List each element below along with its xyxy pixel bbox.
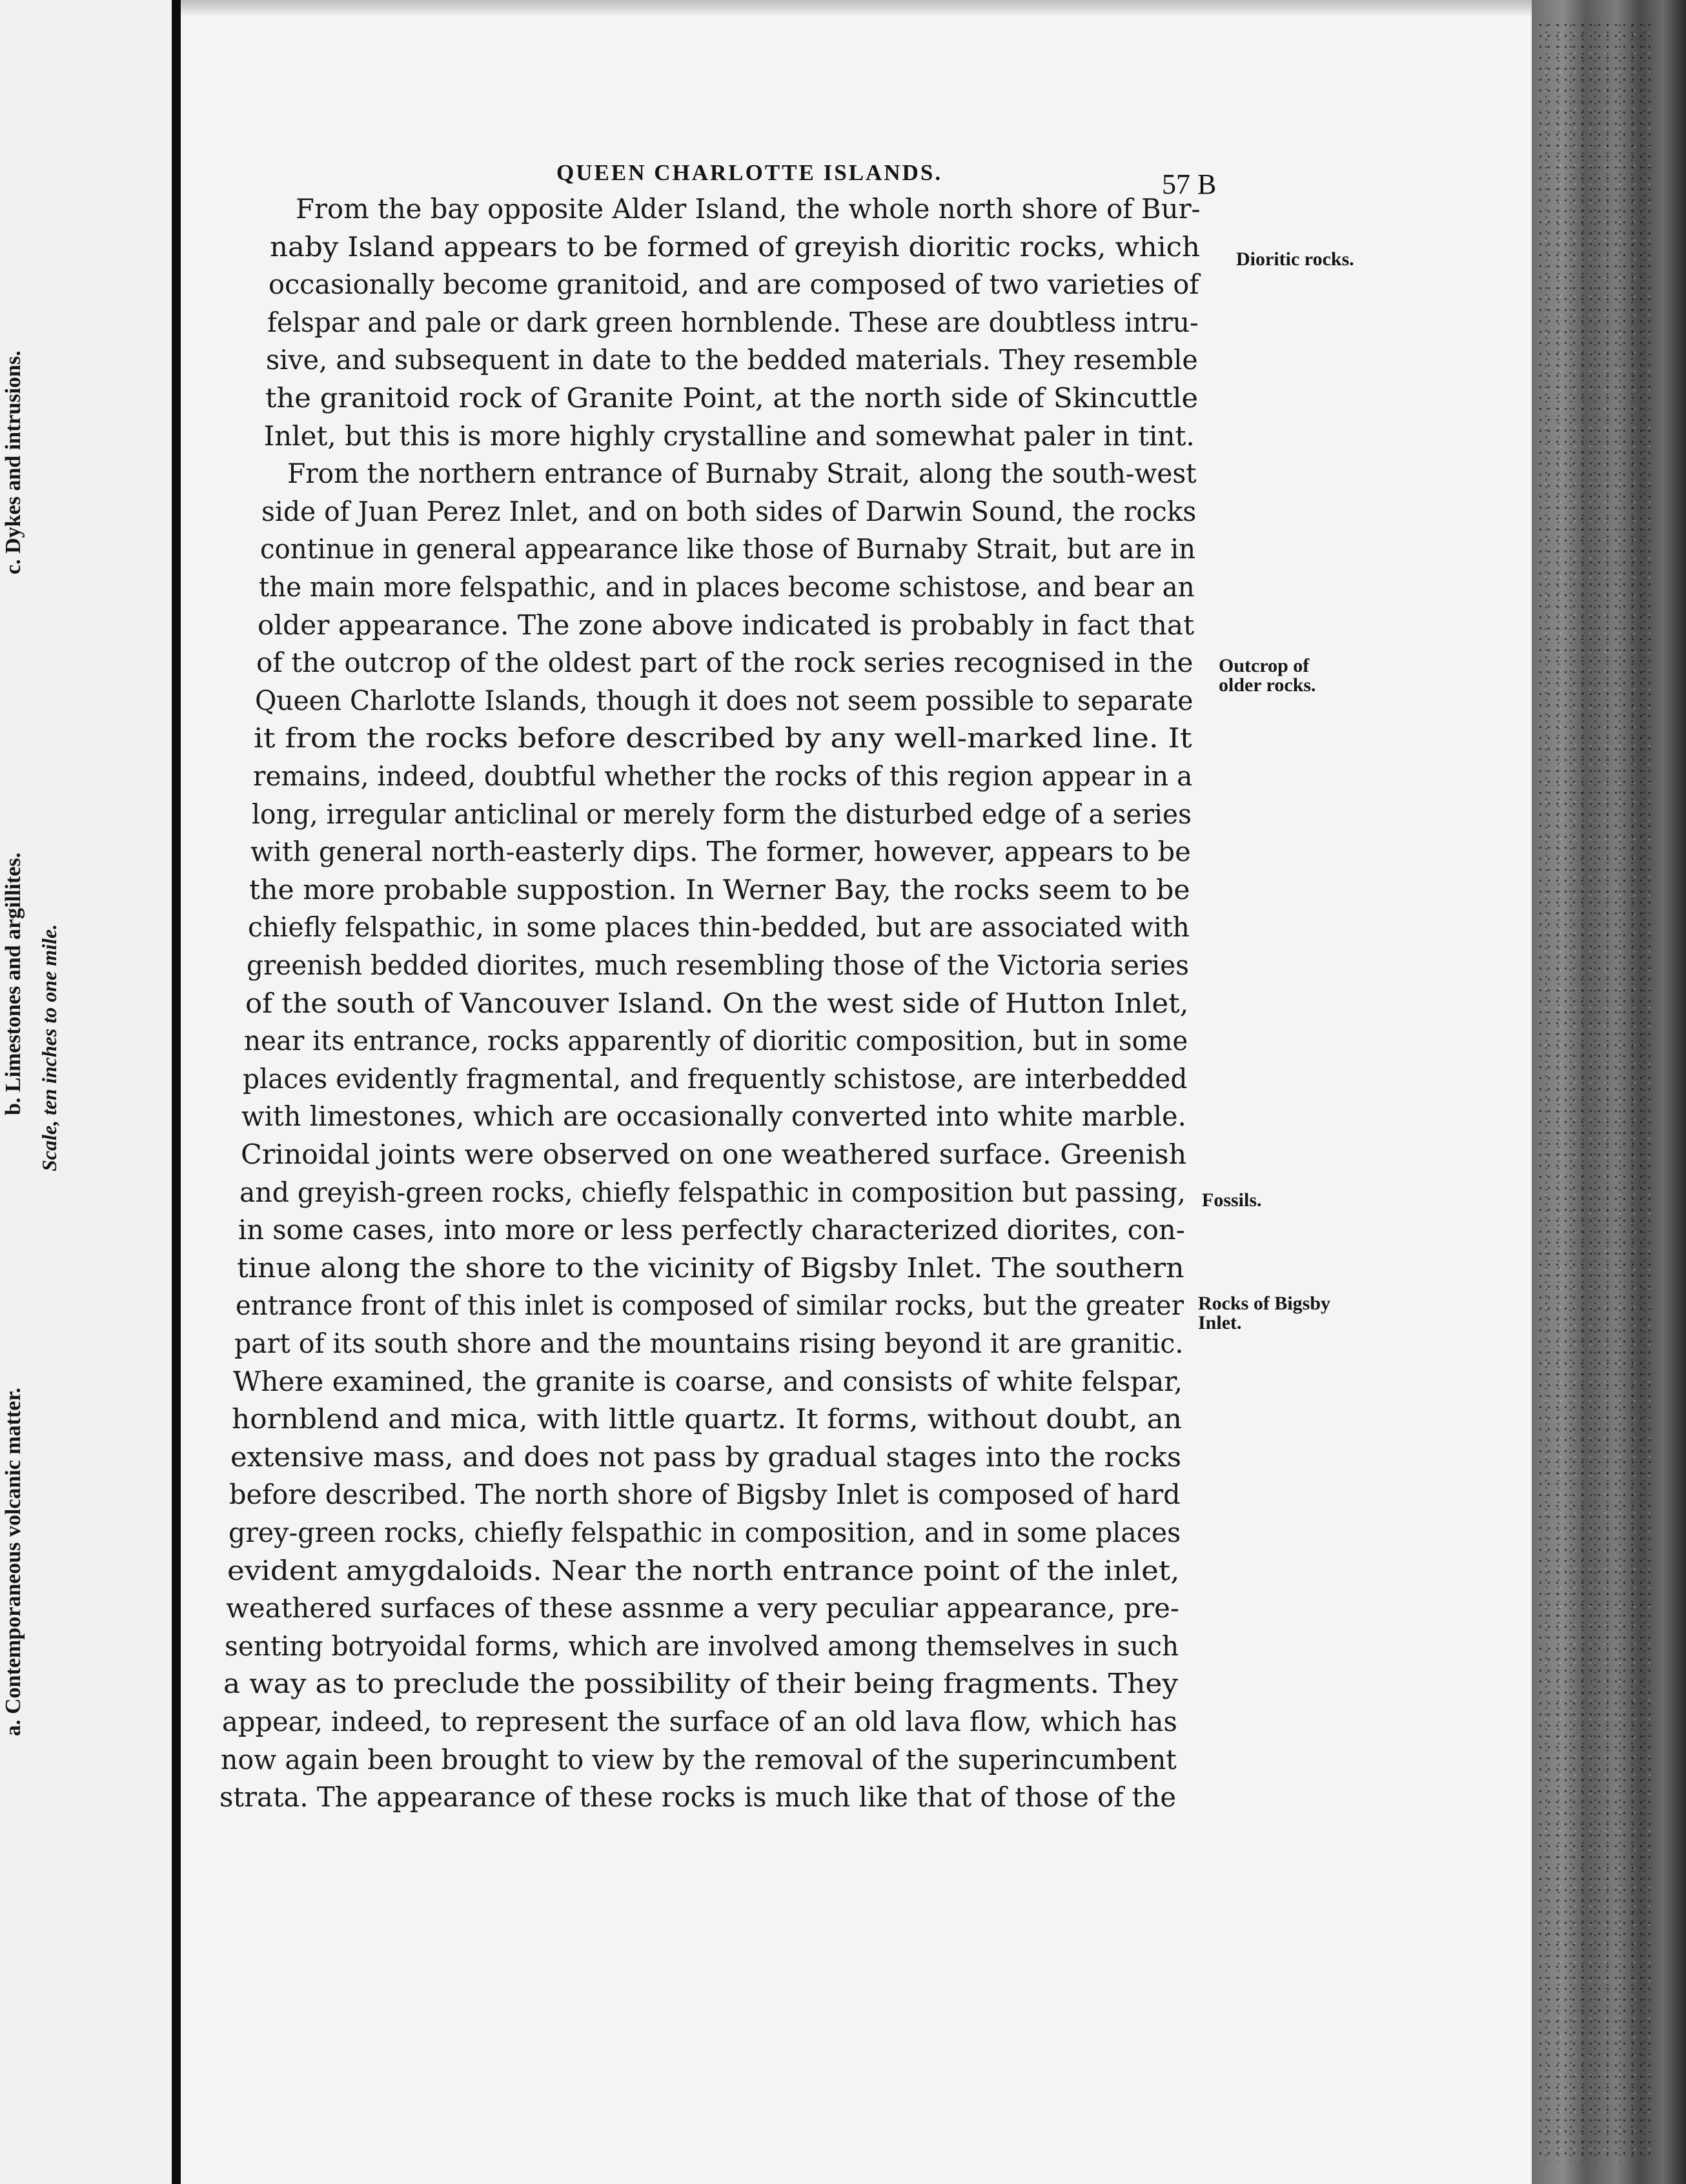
legend-scale: Scale, ten inches to one mile. (37, 924, 61, 1171)
legend-volcanic: a. Contemporaneous volcanic matter. (1, 1388, 25, 1736)
text-line: a way as to preclude the possibility of their being fragments. They (223, 1668, 1179, 1700)
text-line: Where examined, the granite is coarse, and consists of white felspar, (233, 1365, 1183, 1397)
text-line: of the south of Vancouver Island. On the west side of Hutton Inlet, (245, 987, 1189, 1019)
text-line: with limestones, which are occasionally converted into white marble. (241, 1100, 1187, 1133)
text-line: the more probable suppostion. In Werner Bay, the rocks seem to be (249, 873, 1190, 905)
text-line: now again been brought to view by the removal of the superincumbent (221, 1743, 1177, 1775)
text-line: sive, and subsequent in date to the bedded materials. They resemble (266, 344, 1199, 376)
text-line: occasionally become granitoid, and are composed of two varieties of (269, 268, 1199, 301)
running-head: QUEEN CHARLOTTE ISLANDS. (556, 160, 943, 185)
text-line: side of Juan Perez Inlet, and on both sides of Darwin Sound, the rocks (261, 495, 1197, 527)
text-line: greenish bedded diorites, much resembling those of the Victoria series (247, 949, 1190, 981)
text-line: hornblend and mica, with little quartz. It forms, without doubt, an (232, 1403, 1183, 1435)
sidenote-bigsby-line1: Rocks of Bigsby (1198, 1293, 1331, 1314)
sidenote-fossils: Fossils. (1202, 1189, 1262, 1211)
text-line: Crinoidal joints were observed on one weathered surface. Greenish (240, 1138, 1186, 1170)
text-line: senting botryoidal forms, which are involved among themselves in such (224, 1630, 1179, 1662)
text-line: chiefly felspathic, in some places thin-bedded, but are associated with (247, 911, 1190, 944)
text-line: in some cases, into more or less perfectly characterized diorites, con- (238, 1214, 1185, 1246)
text-line: the granitoid rock of Granite Point, at the north side of Skincuttle (265, 382, 1198, 414)
text-line: before described. The north shore of Bigsby Inlet is composed of hard (229, 1479, 1181, 1511)
text-line: From the bay opposite Alder Island, the whole north shore of Bur- (296, 193, 1201, 225)
page-number: 57 B (1162, 168, 1217, 200)
text-line: evident amygdaloids. Near the north entrance point of the inlet, (227, 1554, 1180, 1586)
sidenote-outcrop-line2: older rocks. (1219, 674, 1316, 696)
text-line: remains, indeed, doubtful whether the rocks of this region appear in a (252, 760, 1192, 792)
text-line: older appearance. The zone above indicated is probably in fact that (258, 609, 1195, 641)
text-line: near its entrance, rocks apparently of dioritic composition, but in some (244, 1025, 1188, 1057)
text-line: Inlet, but this is more highly crystalline and somewhat paler in tint. (263, 420, 1195, 452)
text-line: and greyish-green rocks, chiefly felspathic in composition but passing, (239, 1176, 1186, 1208)
text-line: strata. The appearance of these rocks is much like that of those of the (219, 1781, 1177, 1814)
text-line: weathered surfaces of these assnme a very peculiar appearance, pre- (225, 1592, 1179, 1624)
text-line: with general north-easterly dips. The former, however, appears to be (250, 836, 1191, 868)
text-line: felspar and pale or dark green hornblende. These are doubtless intru- (267, 306, 1199, 338)
sidenote-outcrop-line1: Outcrop of (1219, 655, 1310, 676)
text-line: appear, indeed, to represent the surface of an old lava flow, which has (222, 1706, 1177, 1737)
sidenote-dioritic-rocks: Dioritic rocks. (1236, 248, 1354, 270)
text-line: grey-green rocks, chiefly felspathic in composition, and in some places (228, 1517, 1181, 1548)
sidenote-bigsby-line2: Inlet. (1198, 1312, 1242, 1333)
legend-dykes: c. Dykes and intrusions. (1, 350, 25, 574)
text-line: extensive mass, and does not pass by gradual stages into the rocks (230, 1441, 1182, 1473)
text-line: entrance front of this inlet is composed of similar rocks, but the greater (235, 1289, 1184, 1322)
text-line: of the outcrop of the oldest part of the rock series recognised in the (256, 647, 1193, 679)
text-line: naby Island appears to be formed of greyish dioritic rocks, which (270, 230, 1201, 263)
text-line: From the northern entrance of Burnaby Strait, along the south-west (287, 458, 1197, 490)
text-line: part of its south shore and the mountains rising beyond it are granitic. (234, 1328, 1184, 1359)
text-line: long, irregular anticlinal or merely form the disturbed edge of a series (251, 798, 1192, 830)
text-line: continue in general appearance like those of Burnaby Strait, but are in (259, 533, 1195, 565)
text-line: tinue along the shore to the vicinity of Bigsby Inlet. The southern (236, 1251, 1184, 1284)
text-line: the main more felspathic, and in places become schistose, and bear an (259, 571, 1195, 603)
text-line: places evidently fragmental, and frequently schistose, are interbedded (243, 1062, 1188, 1095)
text-line: it from the rocks before described by any well-marked line. It (254, 722, 1193, 754)
text-line: Queen Charlotte Islands, though it does not seem possible to separate (255, 684, 1193, 716)
legend-limestones: b. Limestones and argillites. (1, 852, 25, 1115)
